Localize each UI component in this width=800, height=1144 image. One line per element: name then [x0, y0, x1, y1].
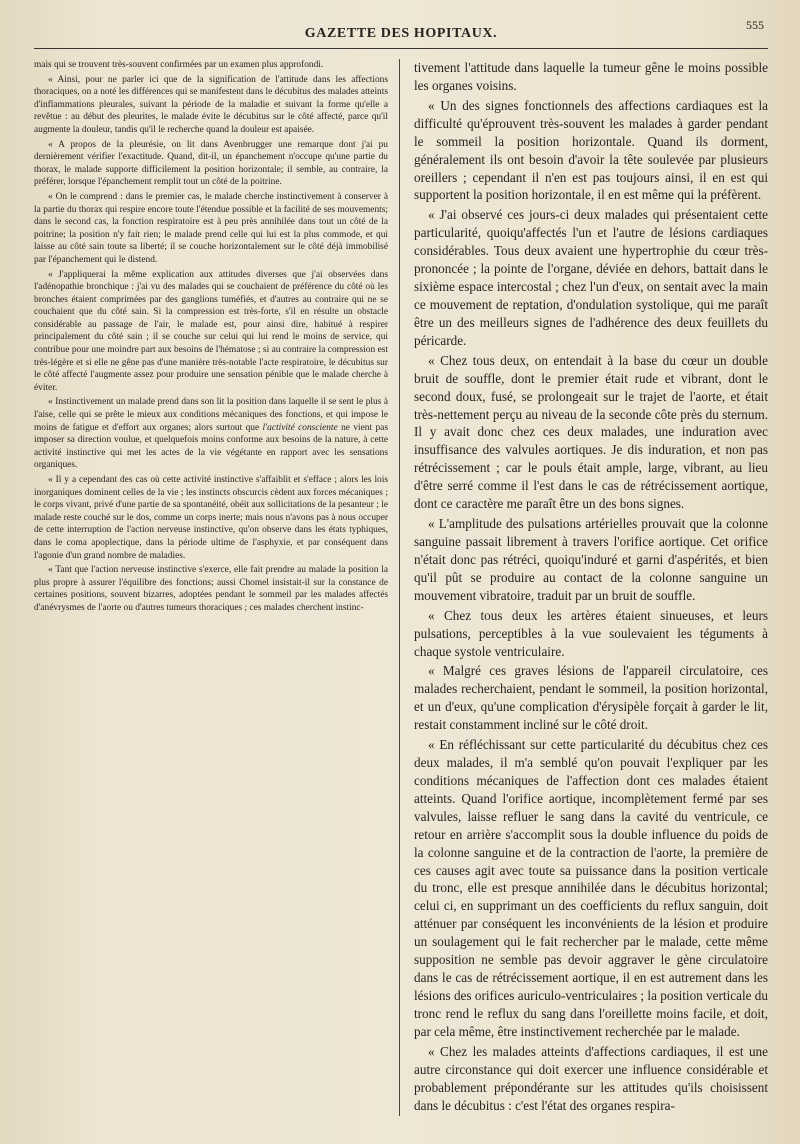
paragraph: « Malgré ces graves lésions de l'appareil circulatoire, ces malades recherchaient, pendant le sommeil, la position horizontal, et un d'eux, qu'une complication d'érysipèle forçait à garder le lit, restait constamment incliné sur le côté droit.: [414, 663, 768, 733]
paragraph: mais qui se trouvent très-souvent confirmées par un examen plus approfondi.: [34, 60, 324, 70]
paragraph: [34, 396, 388, 472]
paragraph: « On le comprend : dans le premier cas, le malade cherche instinctivement à conserver à la partie du thorax qui respire encore toute l'étendue possible et la facilité de ses mouvements; dans le second cas, la fonction respiratoire est à peu près annihilée dans tout un côté de la poitrine; la position n'y fait rien; le malade prend celle qui lui est la plus commode, et qui laisse au côté sain toute sa liberté; il se couche horizontalement sur le côté déjà immobilisé par l'épanchement qui le distend.: [34, 191, 388, 265]
paragraph: « J'ai observé ces jours-ci deux malades qui présentaient cette particularité, quoiqu'affectés l'un et l'autre de lésions cardiaques considérables. Tous deux avaient une hypertrophie du cœur très-prononcée ; la pointe de l'organe, déviée en dehors, battait dans le sixième espace intercostal ; chez l'un d'eux, on sentait avec la main ce mouvement de reptation, d'ondulation systolique, qui me paraît être un des meilleurs signes de l'adhérence des deux feuillets du péricarde.: [414, 207, 768, 348]
column-divider: [399, 59, 400, 1116]
header-rule: [34, 48, 768, 49]
right-column: [401, 59, 768, 1116]
paragraph: « J'appliquerai la même explication aux attitudes diverses que j'ai observées dans l'adénopathie bronchique : j'ai vu des malades qui se couchaient de préférence du côté où les bronches étaient comprimées par des ganglions tuméfiés, et d'autres au contraire qui ne se couchaient que du côté sain. Si la compression est très-forte, s'il en résulte un obstacle considérable au passage de l'air, le malade est, pour ainsi dire, habitué à respirer principalement du côté sain ; il se couche sur celui qui lui rend le moins de service, qui contribue pour une moindre part aux besoins de l'hématose ; si au contraire la compression est très-légère et si elle ne gêne pas d'une manière très-notable l'acte respiratoire, le décubitus sur le côté affecté l'augmente assez pour produire une sensation pénible que le malade cherche à éviter.: [34, 269, 388, 393]
paragraph-text: « Instinctivement un malade prend dans son lit la position dans laquelle il se sent le plus à l'aise, celle qui se prête le mieux aux conditions mécaniques des fonctions, et qui impose le moins de fatigue et d'effort aux organes; alors surtout que: [34, 397, 388, 433]
page-number: 555: [746, 18, 764, 32]
paragraph: « Ainsi, pour ne parler ici que de la signification de l'attitude dans les affections thoraciques, on a noté les différences qui se manifestent dans le décubitus des malades atteints d'inflammations pleurales, suivant la période de la maladie et suivant la forme qu'elle a revêtue : au début des pleurites, le malade évite le décubitus sur le côté affecté, parce qu'il augmente la douleur, tandis qu'il le recherche quand la douleur est apaisée.: [34, 74, 388, 135]
paragraph-text: ne vient pas imposer sa direction voulue, et quelquefois moins conforme aux besoins de la nature, à cette activité instinctive qui met les actes de la vie végétante en rapport avec les sensations organiques.: [34, 422, 388, 471]
paragraph: tivement l'attitude dans laquelle la tumeur gêne le moins possible les organes voisins.: [414, 60, 768, 93]
page-header: [34, 14, 768, 48]
article-columns: [34, 59, 768, 1116]
paragraph: « En réfléchissant sur cette particularité du décubitus chez ces deux malades, il m'a semblé qu'on pouvait l'expliquer par les conditions mécaniques de l'affection dont ces malades étaient atteints. Quand l'orifice aortique, incomplètement fermé par ses valvules, laisse refluer le sang dans la cavité du ventricule, ce retour en arrière s'accomplit sous la double influence du poids de la colonne sanguine et de la contraction de l'aorte, la première de ces causes agit avec toute sa puissance dans la position verticale du tronc, elle est presque annihilée dans le décubitus horizontal; celui ci, en supprimant un des coefficients du reflux sanguin, doit atténuer par conséquent les inconvénients de la lésion et produire un soulagement qui le fait rechercher par le malade, cette même supposition ne semble pas devoir aggraver le gène circulatoire dans le cas de rétrécissement aortique, il en est autrement dans les lésions des orifices auriculo-ventriculaires ; la position verticale du tronc rend le reflux du sang dans l'oreillette moins facile, et doit, par cela même, être instinctivement recherchée par le malade.: [414, 737, 768, 1039]
paragraph: « Chez tous deux, on entendait à la base du cœur un double bruit de souffle, dont le premier était rude et vibrant, dont le second doux, fusé, se prolongeait sur le trajet de l'aorte, et était très-nettement perçu au niveau de la seconde côte près du sternum. Il y avait donc chez ces deux malades, une induration avec insuffisance des valvules aortiques. Je dis induration, et non pas rétrécissement ; car le pouls était ample, large, vibrant, au lieu d'être serré comme il l'est dans le cas de rétrécissement aortique, dont ce caractère me paraît être un des bons signes.: [414, 352, 768, 512]
paragraph: « Un des signes fonctionnels des affections cardiaques est la difficulté qu'éprouvent très-souvent les malades à garder pendant le sommeil la position horizontale. Quand ils dorment, généralement ils ont besoin d'avoir la tête soulevée par plusieurs oreillers ; cependant il n'en est pas toujours ainsi, il en est qui supportent la position horizontale, il en est même qui la préfèrent.: [414, 97, 768, 203]
journal-title: GAZETTE DES HOPITAUX.: [304, 26, 498, 41]
paragraph: « Il y a cependant des cas où cette activité instinctive s'affaiblit et s'efface ; alors les lois inorganiques dominent celles de la vie ; les instincts obscurcis cèdent aux forces mécaniques ; le corps vivant, privé d'une partie de sa spontanéité, obéit aux sollicitations de la pesanteur ; le malade reste couché sur le dos, comme un corps inerte; mais nous n'avons pas à nous occuper de cette interruption de l'action nerveuse instinctive, qu'on observe dans les états typhiques, dans le coma apoplectique, dans la période ultime de l'asphyxie, et par conséquent dans l'agonie d'un grand nombre de maladies.: [34, 475, 388, 561]
paragraph: « Tant que l'action nerveuse instinctive s'exerce, elle fait prendre au malade la position la plus propre à assurer l'équilibre des fonctions; aussi Chomel insistait-il sur la constance de certaines positions, souvent bizarres, adoptées pendant le sommeil par les malades affectés d'anévrysmes de l'aorte ou d'autres tumeurs thoraciques ; ces malades cherchent instinc-: [34, 565, 388, 613]
emphasis-text: l'activité consciente: [262, 422, 338, 433]
paragraph: « Chez les malades atteints d'affections cardiaques, il est une autre circonstance qui doit exercer une influence considérable et probablement prépondérante sur les attitudes qu'ils choisissent dans le décubitus : c'est l'état des organes respira-: [414, 1043, 768, 1113]
paragraph: « Chez tous deux les artères étaient sinueuses, et leurs pulsations, perceptibles à la vue soulevaient les téguments à chaque systole ventriculaire.: [414, 607, 768, 659]
paragraph: « A propos de la pleurésie, on lit dans Avenbrugger une remarque dont j'ai pu dernièrement vérifier l'exactitude. Quand, dit-il, un épanchement n'occupe qu'une partie du thorax, le malade supporte difficilement la position horizontale; il semble, au contraire, la préférer, lorsque l'épanchement remplit tout un côté de la poitrine.: [34, 139, 388, 188]
left-column: [34, 59, 401, 1116]
paragraph: « L'amplitude des pulsations artérielles prouvait que la colonne sanguine passait librement à travers l'orifice aortique. Cet orifice n'était donc pas rétréci, quoiqu'induré et garni d'aspérités, et bien qu'il pût se produire au contact de la colonne sanguine un mouvement vibratoire, traduit par un bruit de souffle.: [414, 516, 768, 603]
